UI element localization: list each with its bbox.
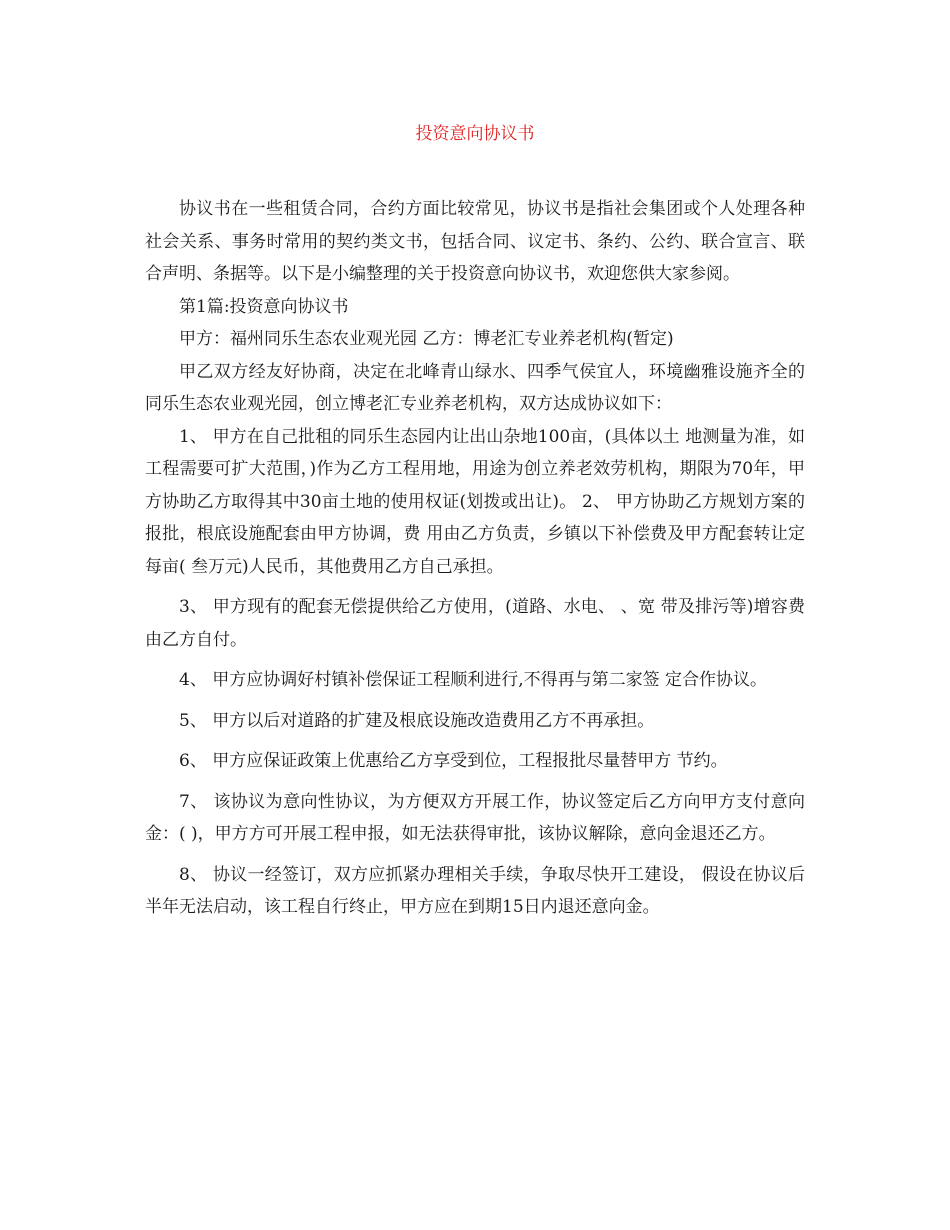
clause-8: 8、 协议一经签订，双方应抓紧办理相关手续，争取尽快开工建设， 假设在协议后半年无法启动，该工程自行终止，甲方应在到期15日内退还意向金。	[145, 864, 805, 917]
intro-paragraph: 协议书在一些租赁合同，合约方面比较常见，协议书是指社会集团或个人处理各种社会关系、事务时常用的契约类文书，包括合同、议定书、条约、公约、联合宣言、联合声明、条据等。以下是小编整理的关于投资意向协议书，欢迎您供大家参阅。	[145, 199, 805, 284]
clause-7: 7、 该协议为意向性协议，为方便双方开展工作，协议签定后乙方向甲方支付意向金：( )，甲方方可开展工程申报，如无法获得审批，该协议解除，意向金退还乙方。	[145, 791, 805, 844]
clause-6: 6、 甲方应保证政策上优惠给乙方享受到位，工程报批尽量替甲方 节约。	[179, 751, 728, 771]
document-title: 投资意向协议书	[415, 124, 535, 144]
section-heading: 第1篇:投资意向协议书	[179, 296, 349, 317]
preamble-paragraph: 甲乙双方经友好协商，决定在北峰青山绿水、四季气侯宜人，环境幽雅设施齐全的同乐生态农业观光园，创立博老汇专业养老机构，双方达成协议如下：	[145, 361, 805, 414]
clause-5: 5、 甲方以后对道路的扩建及根底设施改造费用乙方不再承担。	[179, 710, 655, 731]
clause-1-2: 1、 甲方在自己批租的同乐生态园内让出山杂地100亩，(具体以土 地测量为准，如工程需要可扩大范围，)作为乙方工程用地，用途为创立养老效劳机构，期限为70年，甲方协助乙方取得其中30亩土地的使用权证(划拨或出让)。 2、 甲方协助乙方规划方案的报批，根底设施配套由甲方协调，费 用由乙方负责，乡镇以下补偿费及甲方配套转让定每亩( 叁万元)人民币，其他费用乙方自己承担。	[145, 426, 805, 577]
document-body	[145, 193, 805, 924]
clause-4: 4、 甲方应协调好村镇补偿保证工程顺利进行,不得再与第二家签 定合作协议。	[179, 670, 768, 690]
parties-line: 甲方：福州同乐生态农业观光园 乙方：博老汇专业养老机构(暂定)	[179, 329, 674, 349]
clause-3: 3、 甲方现有的配套无偿提供给乙方使用，(道路、水电、 、宽 带及排污等)增容费由乙方自付。	[145, 597, 805, 650]
